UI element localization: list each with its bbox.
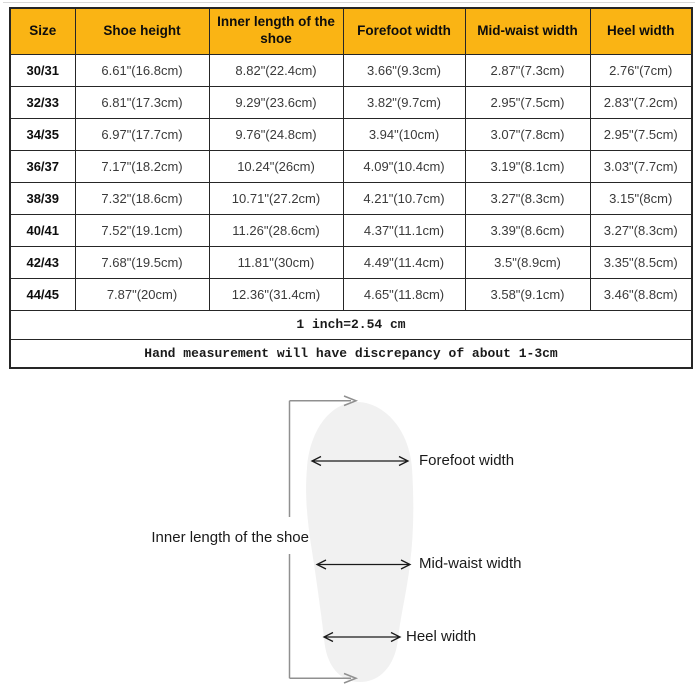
size-cell: 32/33	[10, 86, 75, 118]
table-row	[10, 214, 692, 246]
value-cell: 2.76"(7cm)	[590, 54, 692, 86]
forefoot-width-label: Forefoot width	[419, 452, 515, 469]
insole-diagram	[0, 390, 700, 700]
value-cell: 3.19"(8.1cm)	[465, 150, 590, 182]
value-cell: 2.95"(7.5cm)	[465, 86, 590, 118]
note-measurement-discrepancy: Hand measurement will have discrepancy of about 1-3cm	[10, 339, 692, 368]
table-row	[10, 54, 692, 86]
header-size: Size	[10, 8, 75, 54]
value-cell: 9.29"(23.6cm)	[209, 86, 343, 118]
value-cell: 6.61"(16.8cm)	[75, 54, 209, 86]
size-cell: 34/35	[10, 118, 75, 150]
value-cell: 12.36"(31.4cm)	[209, 278, 343, 310]
table-row	[10, 86, 692, 118]
size-cell: 36/37	[10, 150, 75, 182]
value-cell: 10.71"(27.2cm)	[209, 182, 343, 214]
value-cell: 3.07"(7.8cm)	[465, 118, 590, 150]
value-cell: 3.58"(9.1cm)	[465, 278, 590, 310]
value-cell: 7.52"(19.1cm)	[75, 214, 209, 246]
header-inner-length: Inner length of the shoe	[209, 8, 343, 54]
size-cell: 44/45	[10, 278, 75, 310]
value-cell: 3.94"(10cm)	[343, 118, 465, 150]
size-cell: 38/39	[10, 182, 75, 214]
value-cell: 3.27"(8.3cm)	[590, 214, 692, 246]
value-cell: 11.26"(28.6cm)	[209, 214, 343, 246]
value-cell: 2.87"(7.3cm)	[465, 54, 590, 86]
value-cell: 3.82"(9.7cm)	[343, 86, 465, 118]
value-cell: 8.82"(22.4cm)	[209, 54, 343, 86]
value-cell: 3.39"(8.6cm)	[465, 214, 590, 246]
value-cell: 3.66"(9.3cm)	[343, 54, 465, 86]
inner-length-label: Inner length of the shoe	[151, 529, 309, 546]
value-cell: 3.35"(8.5cm)	[590, 246, 692, 278]
value-cell: 7.87"(20cm)	[75, 278, 209, 310]
value-cell: 6.81"(17.3cm)	[75, 86, 209, 118]
value-cell: 3.03"(7.7cm)	[590, 150, 692, 182]
note-inch-conversion: 1 inch=2.54 cm	[10, 310, 692, 339]
value-cell: 7.68"(19.5cm)	[75, 246, 209, 278]
table-row	[10, 182, 692, 214]
value-cell: 2.95"(7.5cm)	[590, 118, 692, 150]
value-cell: 2.83"(7.2cm)	[590, 86, 692, 118]
header-heel: Heel width	[590, 8, 692, 54]
value-cell: 3.15"(8cm)	[590, 182, 692, 214]
table-header-row	[10, 8, 692, 54]
insole-shape	[306, 402, 413, 682]
value-cell: 3.5"(8.9cm)	[465, 246, 590, 278]
value-cell: 11.81"(30cm)	[209, 246, 343, 278]
value-cell: 4.37"(11.1cm)	[343, 214, 465, 246]
value-cell: 9.76"(24.8cm)	[209, 118, 343, 150]
table-notes	[10, 310, 692, 368]
header-shoe-height: Shoe height	[75, 8, 209, 54]
value-cell: 6.97"(17.7cm)	[75, 118, 209, 150]
value-cell: 7.17"(18.2cm)	[75, 150, 209, 182]
value-cell: 4.65"(11.8cm)	[343, 278, 465, 310]
value-cell: 3.27"(8.3cm)	[465, 182, 590, 214]
table-row	[10, 118, 692, 150]
size-cell: 40/41	[10, 214, 75, 246]
table-row	[10, 278, 692, 310]
value-cell: 4.49"(11.4cm)	[343, 246, 465, 278]
value-cell: 3.46"(8.8cm)	[590, 278, 692, 310]
heel-width-label: Heel width	[406, 628, 477, 645]
size-cell: 42/43	[10, 246, 75, 278]
value-cell: 4.21"(10.7cm)	[343, 182, 465, 214]
note-row-inch	[10, 310, 692, 339]
value-cell: 7.32"(18.6cm)	[75, 182, 209, 214]
size-cell: 30/31	[10, 54, 75, 86]
table-body	[10, 54, 692, 310]
value-cell: 4.09"(10.4cm)	[343, 150, 465, 182]
table-row	[10, 150, 692, 182]
header-forefoot: Forefoot width	[343, 8, 465, 54]
top-divider-line	[3, 2, 695, 3]
note-row-measurement	[10, 339, 692, 368]
midwaist-width-label: Mid-waist width	[419, 555, 522, 572]
header-midwaist: Mid-waist width	[465, 8, 590, 54]
table-row	[10, 246, 692, 278]
size-chart-table	[9, 7, 693, 369]
value-cell: 10.24"(26cm)	[209, 150, 343, 182]
